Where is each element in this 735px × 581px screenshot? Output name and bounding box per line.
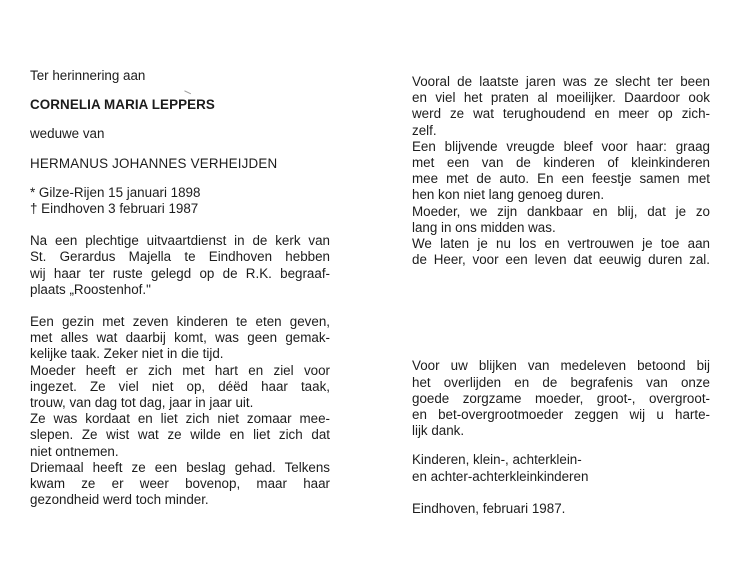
funeral-paragraph	[30, 233, 330, 298]
thanks-paragraph	[412, 358, 710, 439]
text-line: ingezet. Ze viel niet op, déëd haar taak,	[30, 378, 330, 394]
text-line: kwam ze er weer bovenop, maar haar	[30, 476, 330, 492]
text-line: Een blijvende vreugde bleef voor haar: graag	[412, 138, 710, 154]
text-line: goede zorgzame moeder, groot-, overgroot-	[412, 390, 710, 406]
life-paragraph	[30, 314, 330, 508]
text-line: met een van de kinderen of kleinkinderen	[412, 155, 710, 171]
birth-line: * Gilze-Rijen 15 januari 1898	[30, 184, 201, 200]
text-line: en viel het praten al moeilijker. Daardoor ook	[412, 90, 710, 106]
text-line: Driemaal heeft ze een beslag gehad. Telkens	[30, 459, 330, 475]
text-line: slepen. Ze wist wat ze wilde en liet zich dat	[30, 427, 330, 443]
text-line: We laten je nu los en vertrouwen je toe aan	[412, 236, 710, 252]
text-line: Vooral de laatste jaren was ze slecht ter been	[412, 74, 710, 89]
text-line: Ze was kordaat en liet zich niet zomaar mee-	[30, 411, 330, 427]
text-line: Moeder, we zijn dankbaar en blij, dat je zo	[412, 203, 710, 219]
text-line: met alles wat daarbij komt, was geen gemak-	[30, 330, 330, 346]
text-line: lijk dank.	[412, 423, 465, 439]
relation-text: weduwe van	[30, 126, 105, 142]
right-column	[412, 74, 710, 517]
family-signature	[412, 452, 710, 484]
text-line: Voor uw blijken van medeleven betoond bij	[412, 358, 710, 374]
death-line: † Eindhoven 3 februari 1987	[30, 201, 199, 217]
text-line: en bet-overgrootmoeder zeggen wij u harte-	[412, 407, 710, 423]
text-line: werd ze wat terughoudend en meer op zich-	[412, 106, 710, 122]
text-line: wij haar ter ruste gelegd op de R.K. begraaf-	[30, 265, 330, 281]
deceased-name: CORNELIA MARIA LEPPERS	[30, 97, 215, 113]
text-line: de Heer, voor een leven dat eeuwig duren zal.	[412, 252, 710, 268]
text-line: mee met de auto. En een feestje samen met	[412, 171, 710, 187]
text-line: St. Gerardus Majella te Eindhoven hebben	[30, 249, 330, 265]
text-line: niet ontnemen.	[30, 443, 119, 459]
text-line: en achter-achterkleinkinderen	[412, 468, 589, 484]
text-line: het overlijden en de begrafenis van onze	[412, 374, 710, 390]
text-line: zelf.	[412, 122, 437, 138]
text-line: plaats „Roostenhof."	[30, 281, 151, 297]
text-line: Na een plechtige uitvaartdienst in de kerk van	[30, 233, 330, 249]
text-line: Een gezin met zeven kinderen te eten geven,	[30, 314, 330, 330]
text-line: hen kon niet lang genoeg duren.	[412, 187, 605, 203]
text-line: trouw, van dag tot dag, jaar in jaar uit.	[30, 395, 254, 411]
final-years-paragraph	[412, 74, 710, 268]
text-line: Kinderen, klein-, achterklein-	[412, 452, 582, 468]
place-date: Eindhoven, februari 1987.	[412, 500, 566, 516]
text-line: gezondheid werd toch minder.	[30, 492, 209, 508]
text-line: lang in ons midden was.	[412, 219, 556, 235]
text-line: Moeder heeft er zich met hart en ziel voor	[30, 362, 330, 378]
left-column	[30, 68, 330, 508]
spouse-name: HERMANUS JOHANNES VERHEIJDEN	[30, 155, 278, 171]
text-line: kelijke taak. Zeker niet in die tijd.	[30, 346, 224, 362]
intro-text: Ter herinnering aan	[30, 68, 146, 83]
